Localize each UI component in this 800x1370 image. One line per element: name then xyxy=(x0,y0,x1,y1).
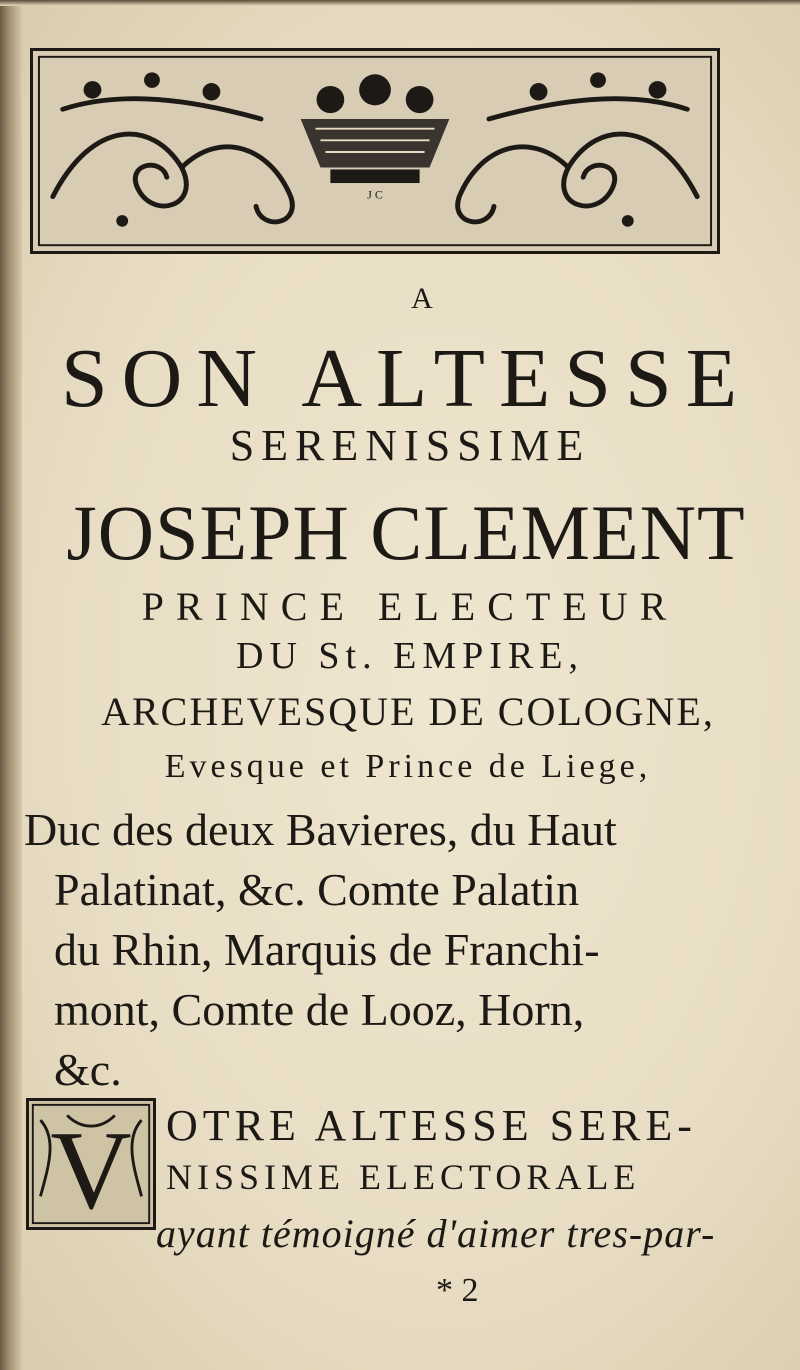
dedicatee-empire: DU St. EMPIRE, xyxy=(236,635,584,677)
opening-line-1: OTRE ALTESSE SERE- xyxy=(166,1101,697,1150)
page-top-edge xyxy=(0,0,800,6)
opening-line-2: NISSIME ELECTORALE xyxy=(166,1157,641,1197)
titles-line: Duc des deux Bavieres, du Haut xyxy=(24,804,617,855)
dedicatee-bishop: Evesque et Prince de Liege, xyxy=(164,748,652,785)
dedicatee-rank: PRINCE ELECTEUR xyxy=(141,584,679,629)
dedicatee-archbishop: ARCHEVESQUE DE COLOGNE, xyxy=(101,689,715,734)
dedication-subtitle: SERENISSIME xyxy=(229,421,591,470)
titles-line: Palatinat, &c. Comte Palatin xyxy=(54,864,580,915)
opening-line-3: ayant témoigné d'aimer tres-par- xyxy=(156,1211,716,1256)
dedicatee-name: JOSEPH CLEMENT xyxy=(66,489,746,576)
titles-line: mont, Comte de Looz, Horn, xyxy=(54,984,585,1035)
page-gutter-shadow xyxy=(0,0,22,1370)
signature-mark: * 2 xyxy=(436,1272,479,1309)
headpiece-initials: J C xyxy=(367,188,383,202)
dedication-to: A xyxy=(411,282,433,315)
foliage-basket-icon xyxy=(33,51,717,251)
ornamental-headpiece xyxy=(30,48,720,254)
drop-cap-letter: V xyxy=(50,1108,132,1227)
drop-cap-v-icon xyxy=(29,1101,153,1227)
titles-line: &c. xyxy=(54,1044,122,1095)
titles-line: du Rhin, Marquis de Franchi- xyxy=(54,924,600,975)
drop-cap-ornament xyxy=(26,1098,156,1230)
dedication-title: SON ALTESSE xyxy=(60,332,752,425)
titles-paragraph xyxy=(24,800,732,1100)
